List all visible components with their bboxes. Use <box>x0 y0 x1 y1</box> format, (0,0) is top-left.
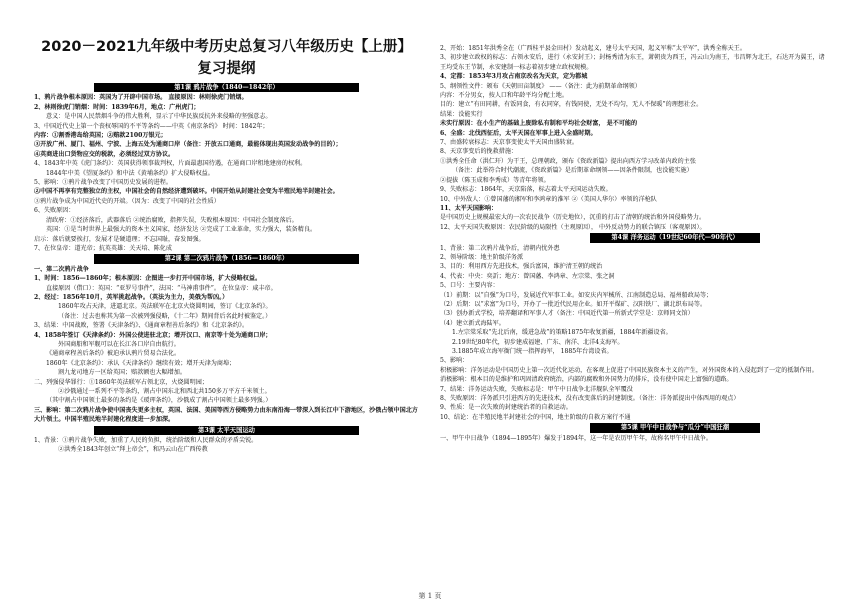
text-line: 内容：不分男女，按人口和年龄平均分配土地。 <box>440 92 568 100</box>
text-line: 2.19世纪80年代，初步建成福建、广东、南洋、北洋4支海军。 <box>452 338 624 346</box>
text-line: 8、失败原因：洋务派只引进西方的先进技术，没有改变落后的封建制度。（备注：洋务派提出中体西用的观点） <box>440 395 740 403</box>
text-line: 4、代表：中央：奕訢；地方：曾国藩、李鸿章、左宗棠、张之洞 <box>440 272 615 280</box>
text-line: 清政府：①经济落后，武器落后 ②统治腐败，指挥失误，失败根本原因：中国社会制度落后。 <box>46 216 298 224</box>
lesson-heading: 第4课 洋务运动（19世纪60年代—90年代） <box>590 233 760 242</box>
text-line: 1.左宗棠采取“先北后南，缓进急战”的策略1875年收复新疆，1884年新疆设省。 <box>452 329 672 337</box>
document-title: 2020－2021九年级中考历史总复习八年级历史【上册】复习提纲 <box>41 39 412 77</box>
text-line: （其中割占中国领土最多的条约是《瑷珲条约》，沙俄成了割占中国领土最多列强。） <box>46 397 272 405</box>
left-column <box>34 82 419 455</box>
text-line: 意义：是中国人民禁烟斗争的伟大胜利，显示了中华民族反抗外来侵略的坚强意志。 <box>46 113 272 121</box>
text-line: 2、开始：1851年洪秀全在（广西桂平县金田村）发动起义，建号太平天国，起义军称“太平军”，洪秀全称天王。 <box>440 45 746 52</box>
text-line: 积极影响：洋务运动是中国历史上第一次近代化运动，在客观上促进了中国民族资本主义的产生，对外国资本的入侵起到了一定的抵制作用。 <box>440 366 818 374</box>
text-line: 启示：落后就要挨打，发展才是硬道理；不忘国耻，奋发图强。 <box>34 235 205 243</box>
text-line: 结果：没能实行 <box>440 110 483 118</box>
text-line: 未实行原因：在小生产的基础上废除私有制和平均社会财富， 是不可能的 <box>440 120 638 128</box>
text-line: 5、影响：①鸦片战争改变了中国历史发展的进程。 <box>34 179 172 187</box>
text-line: 1、背景：第二次鸦片战争后，清朝内忧外患 <box>440 244 560 252</box>
text-line: ③开放广州、厦门、福州、宁波、上海五处为通商口岸（备注：开放五口通商，最能体现出英国发动战争的目的）； <box>34 141 342 149</box>
text-line: 3、目的：利用西方先进技术，强兵富国，维护清王朝的统治 <box>440 263 603 271</box>
text-line: 3、中国近代史上第一个丧权辱国的不平等条约——中英《南京条约》 时间：1842年； <box>34 122 269 130</box>
text-line: ①洪秀全任命（洪仁玕）为干王，总理朝政，颁布《资政新篇》提出向西方学习改革内政的主张 <box>440 157 696 165</box>
text-line: 7、结果：洋务运动失败，失败标志是：甲午中日战争北洋舰队全军覆没 <box>440 385 633 393</box>
text-line: 5、影响： <box>440 357 469 365</box>
text-line: （备注：此举符合时代潮流，《资政新篇》是后期革命纲领——因条件限制，也没能实施） <box>452 167 693 175</box>
text-line: 割九龙司地方一区给英国；赔款额也大幅增加。 <box>58 369 186 377</box>
text-line: 5、口号：主要内容： <box>440 282 499 290</box>
text-line: 7、在位皇帝：道光帝；抗英英雄：关天培、陈化成 <box>34 244 172 252</box>
text-line: （2）后期：以“求富”为口号，开办了一批近代民用企业。如开平煤矿、汉阳铁厂、湖北织布局等。 <box>440 300 707 308</box>
text-line: 2、经过：1856年10月，英军挑起战争。（英法为主力，美俄为帮凶。） <box>34 293 229 301</box>
text-line: 6、全盛：北伐西征后，太平天国在军事上进入全盛时期。 <box>440 129 597 137</box>
text-line: 9、性质：是一次失败的封建统治者的自救运动。 <box>440 404 572 412</box>
right-column <box>440 44 830 443</box>
text-line: 内容：①割香港岛给英国；②赔款2100万银元； <box>34 132 167 140</box>
text-line: 是中国历史上规模最宏大的一次农民战争（历史地位），沉重的打击了清朝的统治和外国侵略势力。 <box>440 214 706 222</box>
lesson-heading: 第2课 第二次鸦片战争（1856—1860年） <box>94 254 359 263</box>
text-line: ④英商进出口货物应交的税款，必须经过双方协议。 <box>34 150 175 158</box>
text-line: ②洪秀全1843年创立“拜上帝会”，和冯云山在广西传教 <box>58 446 208 454</box>
text-line: 二、列强侵华罪行：①1860年英法联军占领北京，火烧圆明园； <box>34 378 208 386</box>
text-line: 3.1885年成立海军衙门统一指挥海军， 1885年台湾设省。 <box>452 348 613 355</box>
text-line: 1844年中美《望厦条约》和中法《黄埔条约》扩大侵略权益。 <box>46 169 214 177</box>
text-line: 直接原因（借口）：英国：“亚罗号事件”，法国：“马神甫事件”。 在位皇帝：咸丰帝。 <box>46 284 277 292</box>
text-line: （3）创办新式学校，培养翻译和军事人才（备注：中国近代第一所新式学堂是：京师同文馆） <box>440 310 694 318</box>
text-line: 10、中外敌人：①曾国藩的湘军和李鸿章的淮军 ②（美国人华尔）率领的洋枪队 <box>440 195 657 203</box>
text-line: 目的：建立“有田同耕，有饭同食，有衣同穿，有钱同使，无处不均匀，无人不保暖”的理想社会。 <box>440 101 703 109</box>
text-line: 2、林则徐虎门销烟：时间：1839年6月，地点：广州虎门； <box>34 103 200 111</box>
lesson-heading: 第3课 太平天国运动 <box>94 426 359 435</box>
text-line: 3、初步建立政权的标志：占领永安后，进行（永安封王）；封杨秀清为东王，萧朝贵为西王，冯云山为南王，韦昌辉为北王，石达开为翼王，诸王均受东王节制，永安建制一标志着初步建立政权规模。 <box>440 54 825 71</box>
text-line: 11、太平天国影响： <box>440 204 498 212</box>
text-line: 10、结论：在半殖民地半封建社会的中国，地主阶级的自救方案行不通 <box>440 413 631 421</box>
lesson-heading: 第5课 甲午中日战争与“瓜分”中国狂潮 <box>590 423 760 432</box>
text-line: 1、鸦片战争根本原因：英国为了开辟中国市场。 直接原因：林则徐虎门销烟。 <box>34 94 248 102</box>
text-line: 消极影响：根本目的是维护和巩固清政府统治，内部的腐败和外国势力的排斥，没有使中国走上富强的道路。 <box>440 376 733 384</box>
text-line: 英国：①是当时世界上最强大的资本主义国家，经济发达 ②完成了工业革命，实力强大，装备精良。 <box>46 226 317 234</box>
text-line: ③鸦片战争成为中国近代史的开端。（因为：改变了中国的社会性质） <box>34 197 220 205</box>
text-line: 7、由盛转衰标志：天京事变使太平天国由盛转衰。 <box>440 139 578 147</box>
text-line: 2、领导阶级：地主阶级洋务派 <box>440 253 524 261</box>
text-line: （1）前期：以“自强”为口号，发展近代军事工业。如安庆内军械所、江南制造总局、福州船政局等； <box>440 291 713 299</box>
text-line: 8、天京事变后的挽救措施： <box>440 148 518 156</box>
text-line: （4）建立新式海陆军。 <box>440 319 505 327</box>
text-line: 1、时间：1856—1860年；根本原因：企图进一步打开中国市场，扩大侵略权益。 <box>34 275 262 283</box>
text-line: 5、纲领性文件：颁布《天朝田亩制度》 ——（备注：此为前期革命纲领） <box>440 82 641 90</box>
text-line: 9、失败标志：1864年，天京陷落，标志着太平天国运动失败。 <box>440 186 612 194</box>
text-line: 3、结果：中国战败，签署《天津条约》、《通商章程善后条约》和《北京条约》。 <box>34 322 249 330</box>
text-line: 三、影响：第二次鸦片战争使中国丧失更多主权，英国、法国、美国等西方侵略势力由东南沿海一带深入到长江中下游地区，沙俄占领中国北方大片领土。中国半殖民地半封建化程度进一步加深。 <box>34 406 418 424</box>
text-line: 4、1843年中英《虎门条约》：英国获得领事裁判权，片面最惠国待遇，在通商口岸租地建房的权利。 <box>34 160 307 168</box>
text-line: ②中国不再享有完整独立的主权，中国社会的自然经济遭到破坏。中国开始从封建社会变为半殖民地半封建社会。 <box>34 188 339 196</box>
lesson-heading: 第1课 鸦片战争（1840—1842年） <box>94 83 359 92</box>
text-line: ②沙俄通过一系列不平等条约，割占中国东北和西北共150多万平方千米领土。 <box>58 388 271 395</box>
text-line: 一、甲午中日战争（1894—1895年）爆发于1894年，这一年是农历甲午年，故称名甲午中日战争。 <box>440 434 712 442</box>
text-line: 一、第二次鸦片战争 <box>34 265 89 273</box>
text-line: 1860年《北京条约》：承认《天津条约》继续有效；增开天津为商埠； <box>46 359 236 367</box>
text-line: 《通商章程善后条约》被迫承认鸦片贸易合法化。 <box>46 350 181 358</box>
text-line: 4、1858年签订《天津条约》：外国公使进驻北京；增开汉口、南京等十处为通商口岸； <box>34 331 272 339</box>
text-line: 6、失败原因： <box>34 207 75 215</box>
text-line: ②提拔（陈玉成和李秀成）等青年将领。 <box>440 176 550 184</box>
text-line: 1、背景：①鸦片战争失败，加重了人民的负担，统治阶级和人民群众的矛盾尖锐。 <box>34 437 258 445</box>
text-line: （备注：过去也称其为第一次被列强侵略，《十二年》期间背后名此时被鉴定。） <box>58 312 272 320</box>
text-line: 12、太平天国失败原因：农民阶级的局限性（主观原因）， 中外反动势力的联合镇压（客观原因）。 <box>440 223 706 231</box>
page-number: 第 1 页 <box>418 592 442 600</box>
text-line: 4、定都：1853年3月攻占南京改名为天京，定为都城 <box>440 73 588 81</box>
text-line: 外国商船和军舰可以在长江各口岸自由航行。 <box>58 340 180 348</box>
text-line: 1860年攻占天津，进逼北京。英法联军在北京火烧圆明园，签订《北京条约》。 <box>58 303 272 311</box>
